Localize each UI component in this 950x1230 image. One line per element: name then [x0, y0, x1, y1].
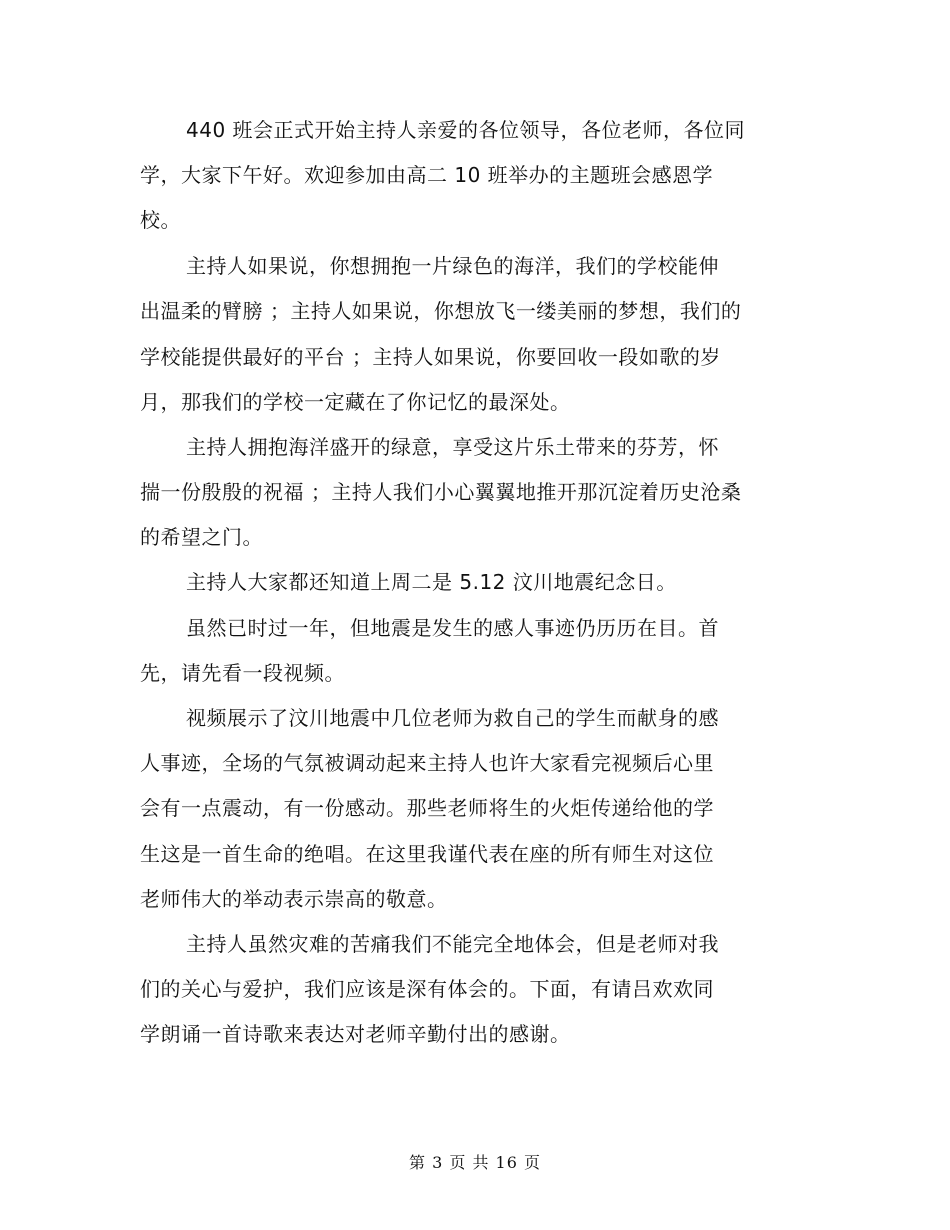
text-line: 人事迹，全场的气氛被调动起来主持人也许大家看完视频后心里: [140, 751, 714, 775]
text-line: 的希望之门。: [140, 525, 263, 549]
text-line: 主持人大家都还知道上周二是 5.12 汶川地震纪念日。: [186, 570, 677, 594]
text-line: 月，那我们的学校一定藏在了你记忆的最深处。: [140, 390, 571, 414]
text-line: 们的关心与爱护，我们应该是深有体会的。下面，有请吕欢欢同: [140, 977, 714, 1001]
text-line: 校。: [140, 208, 181, 232]
text-line: 主持人如果说，你想拥抱一片绿色的海洋，我们的学校能伸: [186, 254, 719, 278]
text-line: 视频展示了汶川地震中几位老师为救自己的学生而献身的感: [186, 706, 719, 730]
text-line: 主持人虽然灾难的苦痛我们不能完全地体会，但是老师对我: [186, 932, 719, 956]
text-line: 虽然已时过一年，但地震是发生的感人事迹仍历历在目。首: [186, 616, 719, 640]
text-line: 主持人拥抱海洋盛开的绿意，享受这片乐土带来的芬芳，怀: [186, 435, 719, 459]
text-line: 老师伟大的举动表示崇高的敬意。: [140, 887, 448, 911]
page-number-footer: 第 3 页 共 16 页: [409, 1153, 541, 1172]
text-line: 学，大家下午好。欢迎参加由高二 10 班举办的主题班会感恩学: [140, 163, 714, 187]
text-line: 学校能提供最好的平台 ；主持人如果说，你要回收一段如歌的岁: [140, 345, 721, 369]
text-line: 出温柔的臂膀 ；主持人如果说，你想放飞一缕美丽的梦想，我们的: [140, 299, 742, 323]
text-line: 会有一点震动，有一份感动。那些老师将生的火炬传递给他的学: [140, 796, 714, 820]
text-line: 学朗诵一首诗歌来表达对老师辛勤付出的感谢。: [140, 1022, 571, 1046]
text-line: 生这是一首生命的绝唱。在这里我谨代表在座的所有师生对这位: [140, 842, 714, 866]
text-line: 先，请先看一段视频。: [140, 661, 345, 685]
text-line: 揣一份殷殷的祝福 ；主持人我们小心翼翼地推开那沉淀着历史沧桑: [140, 480, 742, 504]
text-line: 440 班会正式开始主持人亲爱的各位领导，各位老师，各位同: [186, 118, 746, 142]
